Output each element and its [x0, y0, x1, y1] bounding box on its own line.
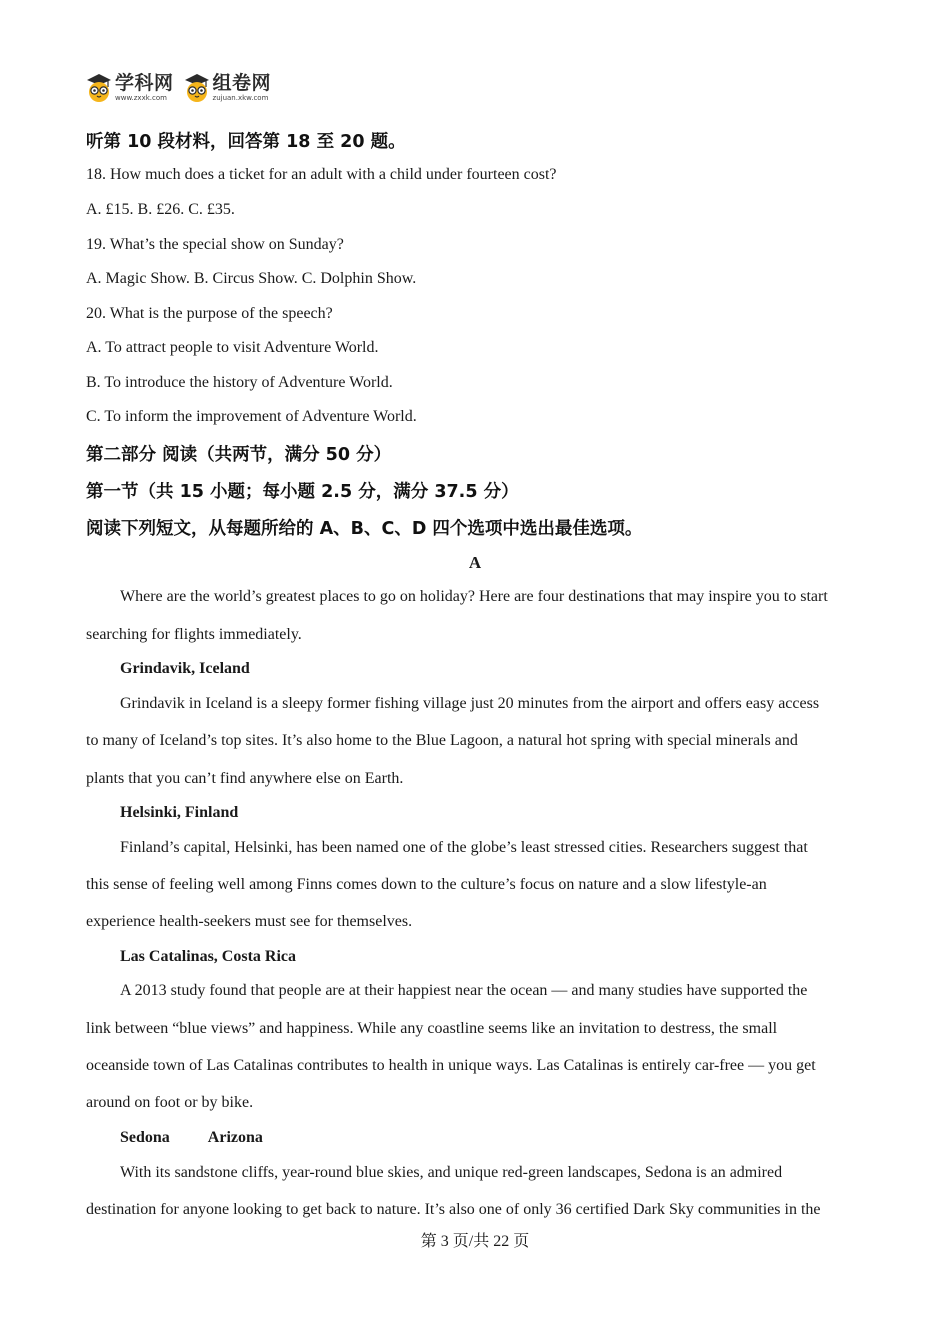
sedona-line-1: With its sandstone cliffs, year-round blue skies, and unique red-green landscapes, Sedona is an admired — [120, 1164, 783, 1181]
grindavik-line-1: Grindavik in Iceland is a sleepy former fishing village just 20 minutes from the airport and offers easy access — [120, 695, 820, 712]
place-heading-sedona — [120, 1129, 263, 1147]
logo-url-zxxk: www.zxxk.com — [115, 94, 167, 102]
helsinki-line-1: Finland’s capital, Helsinki, has been named one of the globe’s least stressed cities. Researchers suggest that — [120, 839, 808, 856]
question-20-option-b: B. To introduce the history of Adventure World. — [86, 374, 393, 391]
helsinki-line-3: experience health-seekers must see for themselves. — [86, 913, 413, 930]
part2-instruction: 阅读下列短文，从每题所给的 A、B、C、D 四个选项中选出最佳选项。 — [86, 519, 643, 539]
question-20-option-c: C. To inform the improvement of Adventure World. — [86, 408, 417, 425]
zxxk-logo[interactable] — [86, 73, 174, 103]
grindavik-line-2: to many of Iceland’s top sites. It’s also home to the Blue Lagoon, a natural hot spring with special minerals and — [86, 732, 798, 749]
arizona-name: Arizona — [207, 1129, 263, 1146]
part2-title: 第二部分 阅读（共两节，满分 50 分） — [86, 445, 392, 465]
question-18-options: A. £15. B. £26. C. £35. — [86, 201, 235, 218]
sedona-line-2: destination for anyone looking to get back to nature. It’s also one of only 36 certified Dark Sky communities in the — [86, 1201, 821, 1218]
las-catalinas-line-2: link between “blue views” and happiness. While any coastline seems like an invitation to destress, the small — [86, 1020, 778, 1037]
question-20: 20. What is the purpose of the speech? — [86, 305, 333, 322]
place-heading-helsinki: Helsinki, Finland — [120, 804, 239, 821]
zujuan-logo[interactable] — [184, 73, 272, 103]
question-18: 18. How much does a ticket for an adult with a child under fourteen cost? — [86, 166, 557, 183]
header-logos — [86, 72, 281, 104]
question-19: 19. What’s the special show on Sunday? — [86, 236, 344, 253]
grindavik-line-3: plants that you can’t find anywhere else on Earth. — [86, 770, 404, 787]
sedona-name: Sedona — [120, 1129, 170, 1146]
las-catalinas-line-1: A 2013 study found that people are at their happiest near the ocean — and many studies have supported the — [120, 982, 808, 999]
part2-section1: 第一节（共 15 小题；每小题 2.5 分，满分 37.5 分） — [86, 482, 519, 502]
owl-mascot-icon — [86, 73, 112, 103]
logo-url-zujuan: zujuan.xkw.com — [212, 94, 269, 102]
passage-intro-line-2: searching for flights immediately. — [86, 626, 302, 643]
owl-mascot-icon — [184, 73, 210, 103]
listening-section-heading: 听第 10 段材料，回答第 18 至 20 题。 — [86, 132, 406, 152]
las-catalinas-line-3: oceanside town of Las Catalinas contributes to health in unique ways. Las Catalinas is entirely car-free — you get — [86, 1057, 816, 1074]
helsinki-line-2: this sense of feeling well among Finns comes down to the culture’s focus on nature and a slow lifestyle-an — [86, 876, 767, 893]
question-19-options: A. Magic Show. B. Circus Show. C. Dolphin Show. — [86, 270, 417, 287]
passage-intro-line-1: Where are the world’s greatest places to go on holiday? Here are four destinations that may inspire you to start — [120, 588, 828, 605]
las-catalinas-line-4: around on foot or by bike. — [86, 1094, 254, 1111]
logo-text-zxxk: 学科网 — [115, 72, 174, 94]
place-heading-grindavik: Grindavik, Iceland — [120, 660, 250, 677]
place-heading-las-catalinas: Las Catalinas, Costa Rica — [120, 948, 297, 965]
logo-text-zujuan: 组卷网 — [212, 72, 272, 94]
page-number-footer: 第 3 页/共 22 页 — [420, 1233, 530, 1250]
passage-label: A — [468, 553, 482, 572]
question-20-option-a: A. To attract people to visit Adventure World. — [86, 339, 379, 356]
